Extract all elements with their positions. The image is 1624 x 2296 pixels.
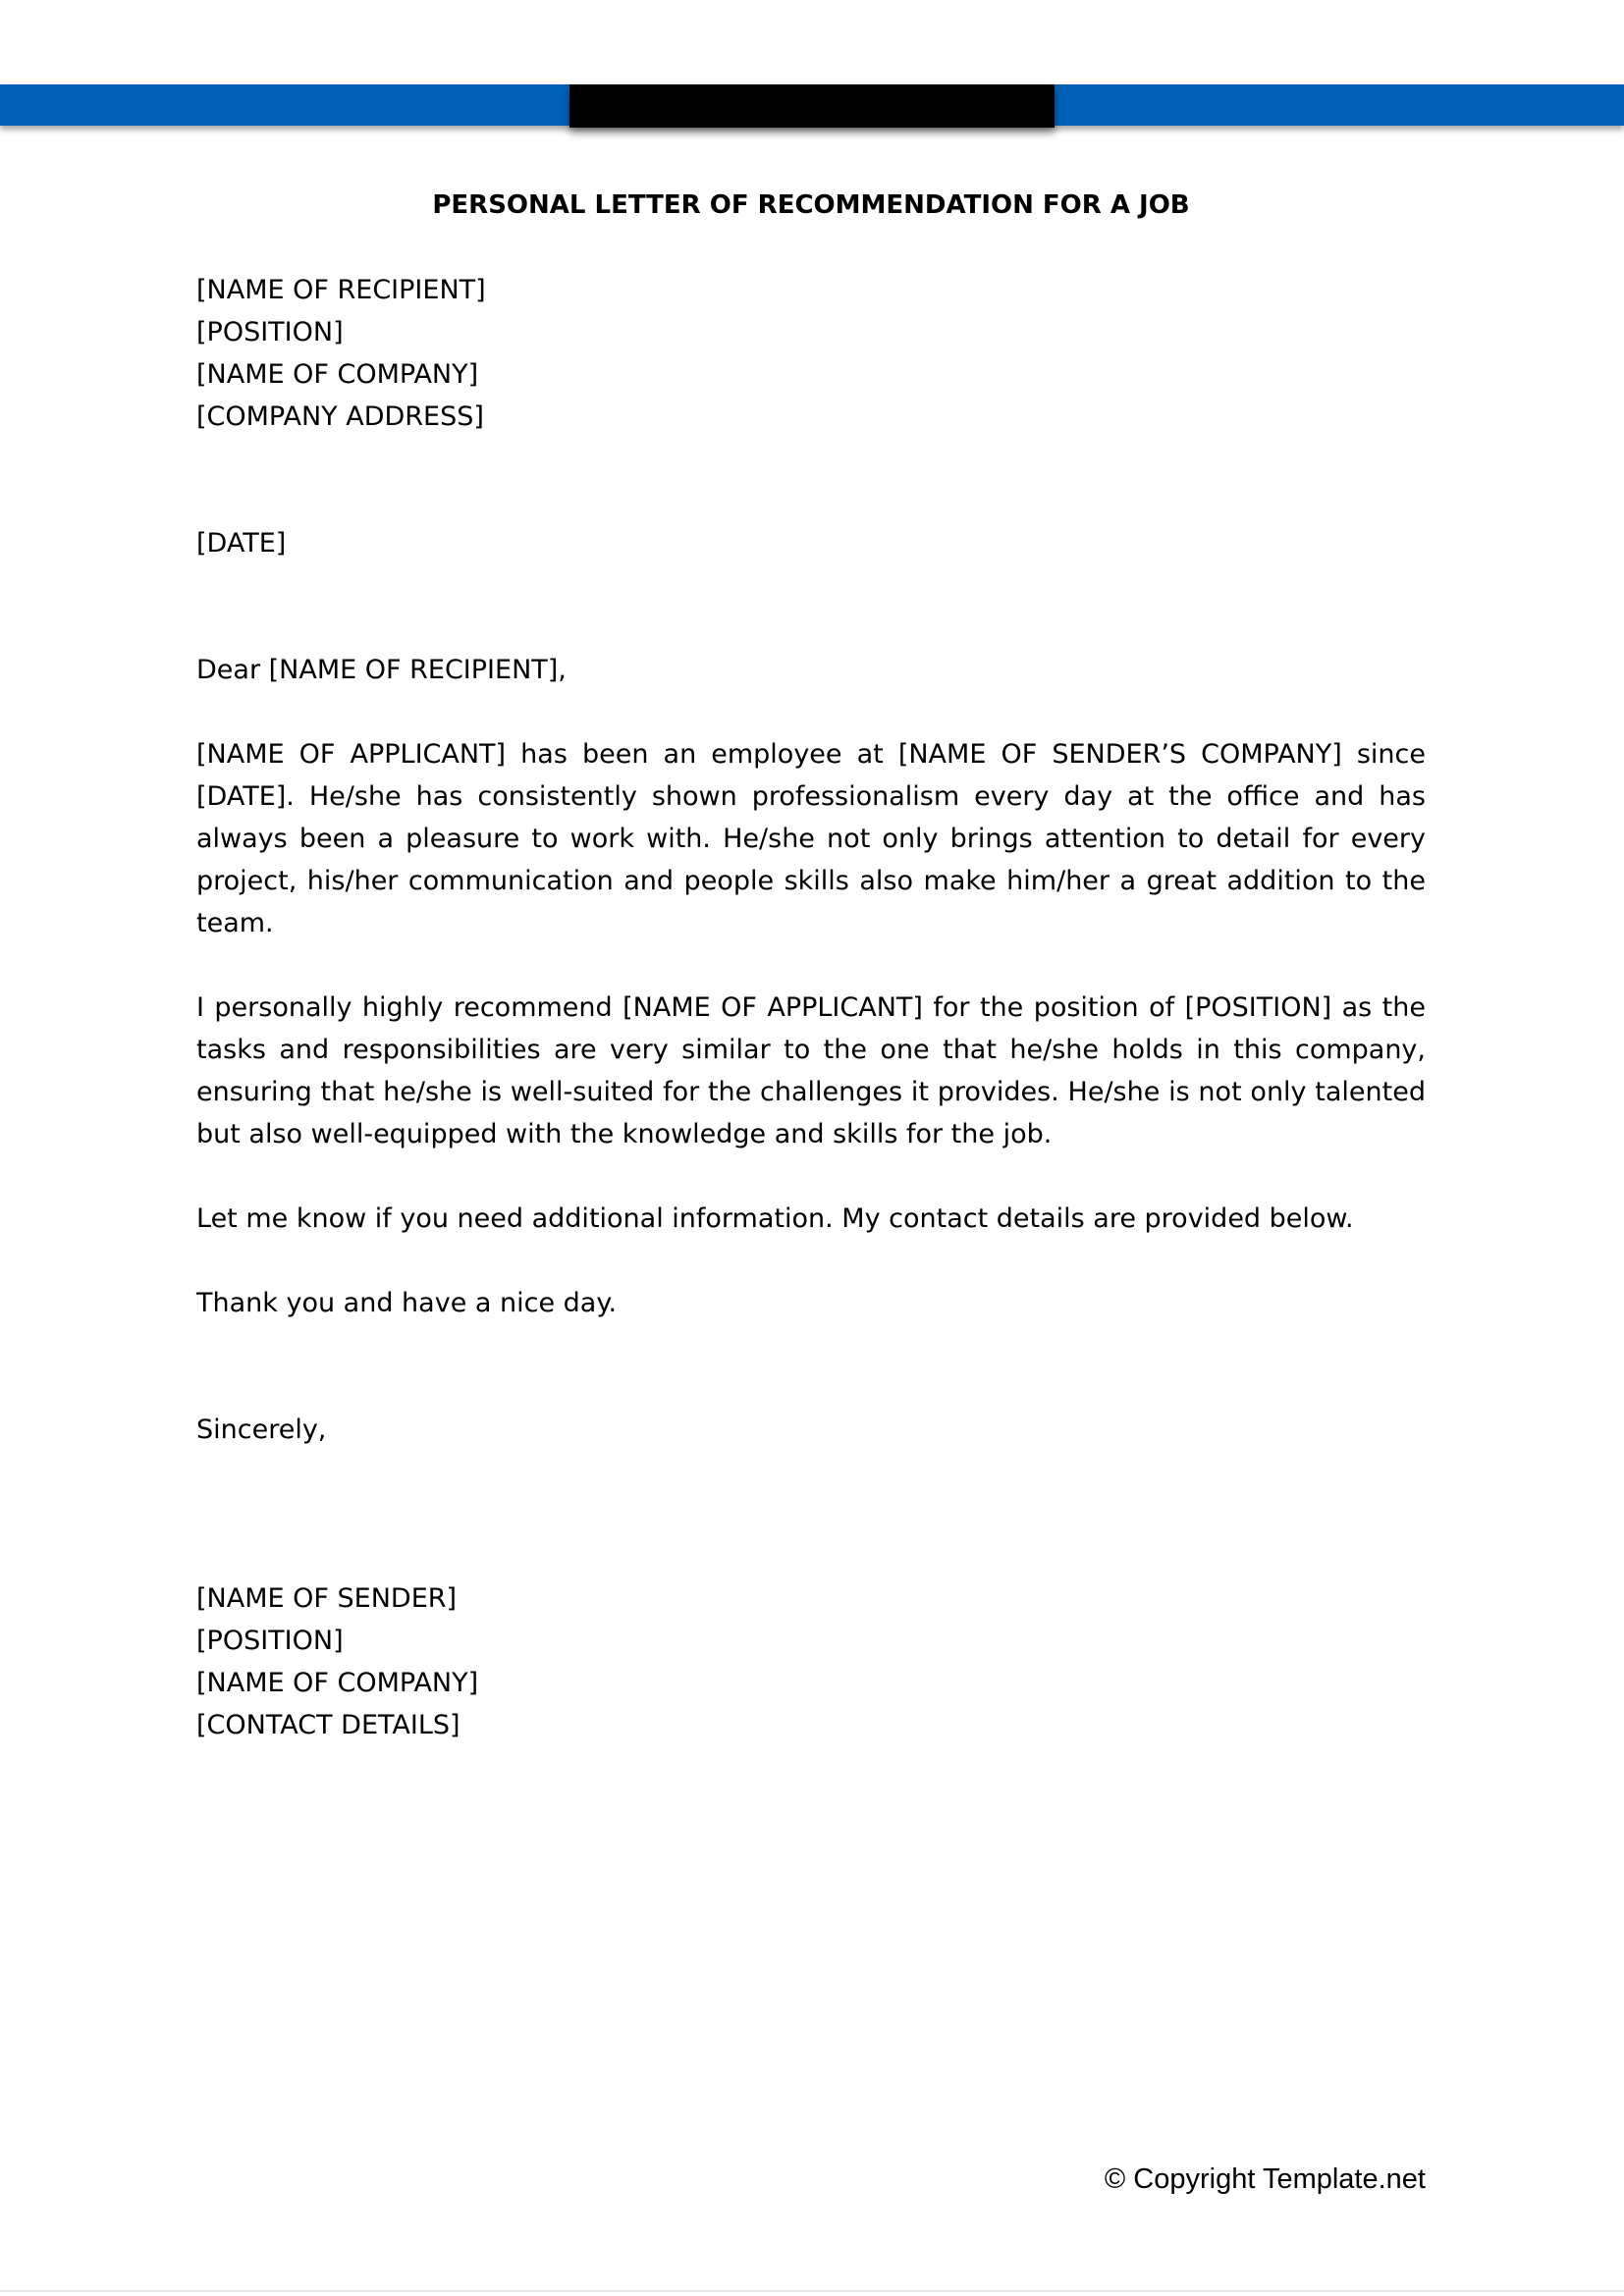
sender-block bbox=[196, 1577, 1426, 1746]
sender-position: [POSITION] bbox=[196, 1626, 344, 1656]
sender-contact: [CONTACT DETAILS] bbox=[196, 1710, 460, 1740]
document-title: PERSONAL LETTER OF RECOMMENDATION FOR A JOB bbox=[432, 190, 1190, 220]
sender-name: [NAME OF SENDER] bbox=[196, 1583, 458, 1614]
bottom-divider bbox=[0, 2290, 1624, 2292]
recipient-name: [NAME OF RECIPIENT] bbox=[196, 275, 486, 305]
letter-body bbox=[196, 185, 1426, 1746]
salutation: Dear [NAME OF RECIPIENT], bbox=[196, 655, 567, 685]
header-black-block bbox=[569, 84, 1055, 128]
copyright-notice: © Copyright Template.net bbox=[1104, 2163, 1426, 2195]
paragraph-3: Let me know if you need additional information. My contact details are provided below. bbox=[196, 1203, 1354, 1234]
recipient-block bbox=[196, 269, 1426, 438]
closing: Sincerely, bbox=[196, 1415, 327, 1445]
paragraph-4: Thank you and have a nice day. bbox=[196, 1288, 618, 1318]
sender-company: [NAME OF COMPANY] bbox=[196, 1668, 479, 1698]
recipient-position: [POSITION] bbox=[196, 317, 344, 347]
recipient-company: [NAME OF COMPANY] bbox=[196, 359, 479, 390]
recipient-address: [COMPANY ADDRESS] bbox=[196, 401, 484, 432]
letter-date: [DATE] bbox=[196, 528, 287, 559]
paragraph-2: I personally highly recommend [NAME OF APPLICANT] for the position of [POSITION] as the tasks and responsibilities are very similar to the one that he/she holds in this company, ensuring that he/she is well-suited for the challenges it provides. He/she is not only talented but also well-equipped with the knowledge and skills for the job. bbox=[196, 992, 1426, 1149]
paragraph-1: [NAME OF APPLICANT] has been an employee at [NAME OF SENDER’S COMPANY] since [DATE]. He/she has consistently shown professionalism every day at the office and has always been a pleasure to work with. He/she not only brings attention to detail for every project, his/her communication and people skills also make him/her a great addition to the team. bbox=[196, 739, 1426, 938]
